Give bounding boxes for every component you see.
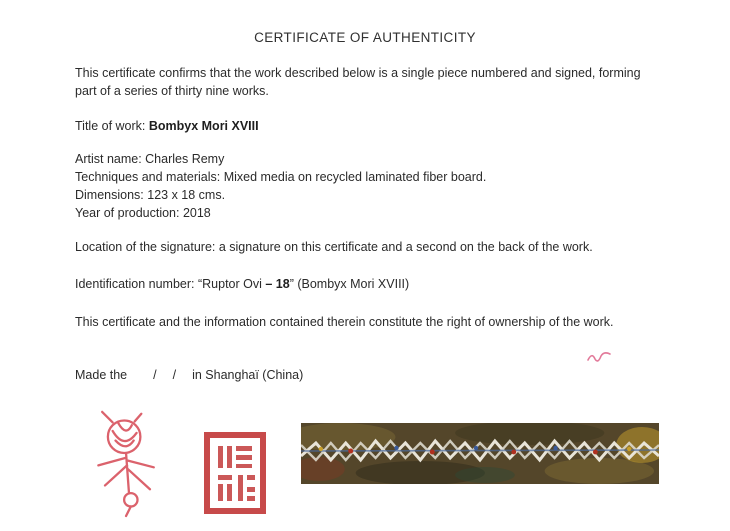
date-slash-2: / bbox=[172, 368, 177, 382]
certificate-title: CERTIFICATE OF AUTHENTICITY bbox=[254, 30, 476, 45]
identification-line bbox=[75, 275, 409, 293]
pink-squiggle-icon bbox=[586, 348, 612, 366]
identification-number: – 18 bbox=[265, 277, 290, 291]
dimensions-line: Dimensions: 123 x 18 cms. bbox=[75, 188, 226, 202]
identification-label: Identification number: “Ruptor Ovi bbox=[75, 277, 266, 291]
signature-location-line: Location of the signature: a signature on this certificate and a second on the back of the work. bbox=[75, 240, 593, 254]
artwork-painting-icon bbox=[301, 423, 659, 484]
red-ink-figure-stamp bbox=[84, 406, 170, 520]
intro-paragraph: This certificate confirms that the work described below is a single piece numbered and signed, forming part of a series of thirty nine works. bbox=[75, 66, 641, 98]
seal-icon bbox=[204, 432, 266, 514]
work-title-value: Bombyx Mori XVIII bbox=[148, 119, 259, 133]
artist-name-line: Artist name: Charles Remy bbox=[75, 152, 225, 166]
chinese-seal-stamp bbox=[204, 432, 266, 514]
pink-squiggle-mark bbox=[586, 348, 612, 366]
work-details-block bbox=[75, 150, 486, 222]
year-of-production-line: Year of production: 2018 bbox=[75, 206, 211, 220]
ownership-paragraph: This certificate and the information contained therein constitute the right of ownership of the work. bbox=[75, 315, 614, 329]
date-slash-1: / bbox=[153, 368, 157, 382]
artwork-strip-image bbox=[301, 423, 659, 484]
made-location: in Shanghaï (China) bbox=[192, 368, 304, 382]
identification-suffix: ” (Bombyx Mori XVIII) bbox=[289, 277, 410, 291]
work-title-line bbox=[75, 117, 259, 135]
ink-figure-icon bbox=[84, 406, 170, 520]
work-title-label: Title of work: bbox=[75, 119, 149, 133]
made-label: Made the bbox=[75, 368, 128, 382]
techniques-line: Techniques and materials: Mixed media on recycled laminated fiber board. bbox=[75, 170, 487, 184]
made-date-line bbox=[75, 366, 303, 384]
